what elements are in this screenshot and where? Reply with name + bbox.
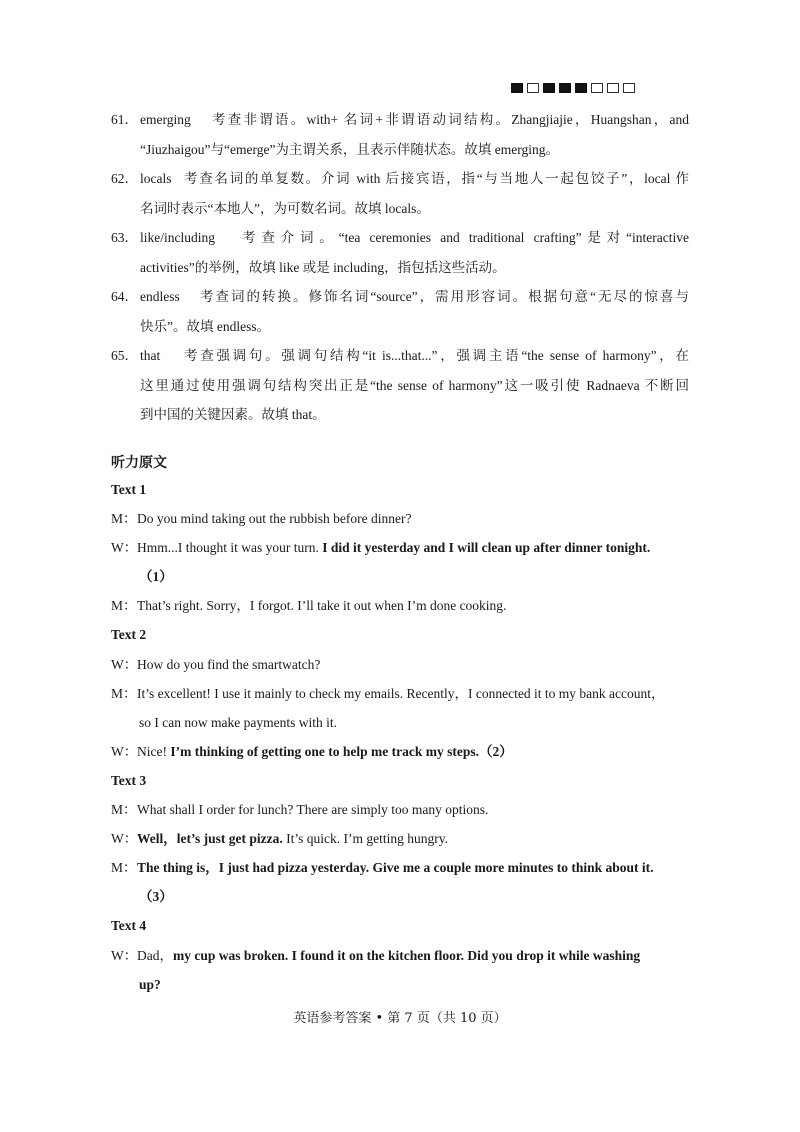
answer-explanation-cont: 到中国的关键因素。故填 that。 bbox=[140, 407, 326, 422]
utterance-text: Hmm...I thought it was your turn. bbox=[137, 540, 323, 555]
progress-square-filled bbox=[559, 83, 571, 93]
answer-explanation-cont: “Jiuzhaigou”与“emerge”为主谓关系，且表示伴随状态。故填 emerging。 bbox=[140, 141, 560, 157]
text-heading: Text 1 bbox=[111, 481, 147, 497]
speaker-label: M： bbox=[111, 860, 137, 875]
dialogue-line bbox=[111, 853, 689, 911]
dialogue-line bbox=[111, 533, 689, 591]
speaker-label: M： bbox=[111, 802, 137, 817]
utterance: Do you mind taking out the rubbish before dinner? bbox=[137, 511, 412, 526]
speaker-label: W： bbox=[111, 656, 138, 672]
utterance bbox=[137, 679, 689, 737]
answer-highlight: I’m thinking of getting one to help me track my steps. bbox=[170, 743, 479, 759]
utterance bbox=[137, 824, 689, 853]
utterance-text: It’s quick. I’m getting hungry. bbox=[282, 831, 448, 846]
page-footer: 英语参考答案 • 第 7 页（共 10 页） bbox=[293, 1011, 507, 1026]
answer-number: 63． bbox=[111, 230, 138, 245]
utterance-cont: up? bbox=[139, 976, 161, 992]
utterance-text: Dad， bbox=[137, 947, 173, 963]
progress-square-filled bbox=[511, 83, 523, 93]
listening-section-title: 听力原文 bbox=[111, 454, 167, 471]
question-marker: （2） bbox=[478, 743, 513, 759]
answer-word: emerging bbox=[140, 112, 191, 127]
utterance-cont: so I can now make payments with it. bbox=[139, 714, 337, 730]
answer-61 bbox=[111, 105, 689, 164]
question-marker: （3） bbox=[139, 889, 173, 904]
utterance-text: Nice! bbox=[137, 743, 171, 759]
utterance bbox=[137, 737, 689, 766]
progress-square-empty bbox=[591, 83, 603, 93]
answer-word: endless bbox=[140, 289, 180, 304]
speaker-label: W： bbox=[111, 540, 138, 555]
progress-square-filled bbox=[575, 83, 587, 93]
answer-highlight: The thing is，I just had pizza yesterday. Give me a couple more minutes to think about it. bbox=[137, 860, 654, 875]
page-content bbox=[111, 105, 689, 999]
question-marker: （1） bbox=[139, 569, 173, 584]
dialogue-line bbox=[111, 650, 689, 679]
answer-65 bbox=[111, 341, 689, 430]
utterance bbox=[137, 853, 689, 911]
answer-explanation-cont: 名词时表示“本地人”，为可数名词。故填 locals。 bbox=[140, 200, 430, 216]
speaker-label: M： bbox=[111, 598, 137, 613]
utterance: How do you find the smartwatch? bbox=[137, 656, 321, 672]
speaker-label: W： bbox=[111, 743, 138, 759]
utterance bbox=[137, 941, 689, 999]
answer-explanation-cont: 快乐”。故填 endless。 bbox=[140, 318, 271, 334]
answer-number: 64． bbox=[111, 289, 138, 304]
answer-highlight: Well，let’s just get pizza. bbox=[137, 831, 283, 846]
dialogue-line bbox=[111, 824, 689, 853]
dialogue-line bbox=[111, 679, 689, 737]
answer-explanation: 考查强调句。强调句结构“it is...that...”，强调主语“the sense of harmony”，在 bbox=[184, 348, 689, 363]
dialogue-line bbox=[111, 504, 689, 533]
speaker-label: W： bbox=[111, 831, 138, 846]
answer-64 bbox=[111, 282, 689, 341]
progress-square-empty bbox=[623, 83, 635, 93]
progress-square-empty bbox=[527, 83, 539, 93]
page-progress-marks bbox=[511, 83, 635, 93]
utterance: That’s right. Sorry，I forgot. I’ll take it out when I’m done cooking. bbox=[137, 598, 507, 613]
speaker-label: W： bbox=[111, 947, 138, 963]
answer-word: like/including bbox=[140, 230, 215, 245]
utterance bbox=[137, 533, 689, 591]
answer-explanation: 考查词的转换。修饰名词“source”，需用形容词。根据句意“无尽的惊喜与 bbox=[200, 289, 689, 304]
answer-word: locals bbox=[140, 171, 172, 186]
dialogue-line bbox=[111, 737, 689, 766]
answer-explanation: 考查非谓语。with+ 名词+非谓语动词结构。Zhangjiajie，Huangshan，and bbox=[212, 112, 689, 127]
utterance-text: It’s excellent! I use it mainly to check my emails. Recently，I connected it to my bank account， bbox=[137, 685, 665, 701]
answer-number: 62． bbox=[111, 171, 138, 186]
speaker-label: M： bbox=[111, 685, 137, 701]
answer-62 bbox=[111, 164, 689, 223]
answer-number: 65． bbox=[111, 348, 138, 363]
progress-square-empty bbox=[607, 83, 619, 93]
text-heading: Text 2 bbox=[111, 627, 147, 642]
answer-explanation-cont: 这里通过使用强调句结构突出正是“the sense of harmony”这一吸引使 Radnaeva 不断回 bbox=[140, 377, 689, 393]
answer-number: 61． bbox=[111, 112, 138, 127]
text-heading: Text 3 bbox=[111, 772, 147, 788]
dialogue-line bbox=[111, 591, 689, 620]
answer-highlight: I did it yesterday and I will clean up after dinner tonight. bbox=[322, 540, 651, 555]
answer-63 bbox=[111, 223, 689, 282]
utterance: What shall I order for lunch? There are simply too many options. bbox=[137, 802, 489, 817]
speaker-label: M： bbox=[111, 511, 137, 526]
dialogue-line bbox=[111, 941, 689, 999]
dialogue-line bbox=[111, 795, 689, 824]
progress-square-filled bbox=[543, 83, 555, 93]
answer-explanation-cont: activities”的举例，故填 like 或是 including，指包括这些活动。 bbox=[140, 259, 506, 275]
text-heading: Text 4 bbox=[111, 918, 147, 933]
answer-highlight: my cup was broken. I found it on the kitchen floor. Did you drop it while washing bbox=[173, 947, 641, 963]
answer-word: that bbox=[140, 348, 161, 363]
answer-explanation: 考查名词的单复数。介词 with 后接宾语，指“与当地人一起包饺子”，local 作 bbox=[184, 171, 689, 186]
answer-explanation: 考查介词。“tea ceremonies and traditional crafting”是对“interactive bbox=[242, 230, 689, 245]
